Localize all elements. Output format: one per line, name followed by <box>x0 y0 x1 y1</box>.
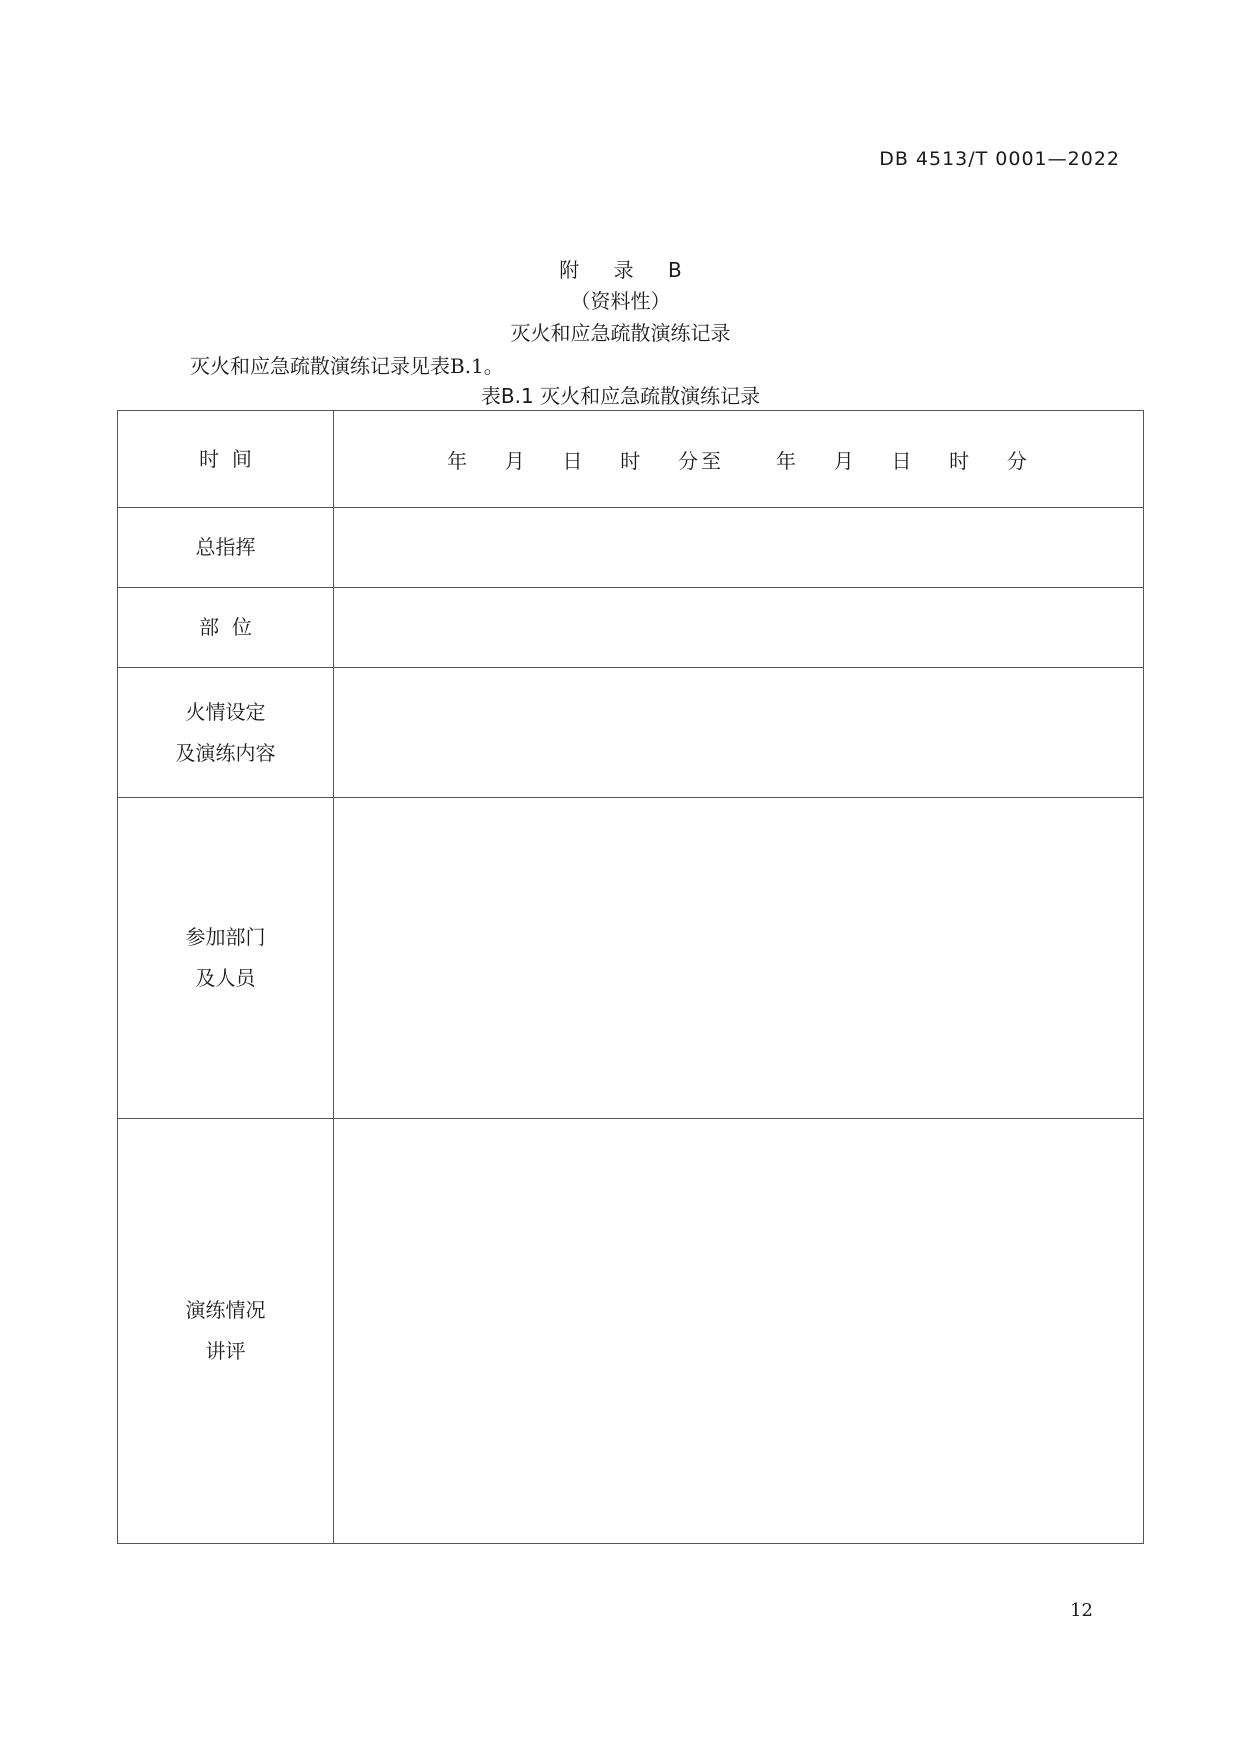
intro-paragraph: 灭火和应急疏散演练记录见表B.1。 <box>190 354 504 378</box>
fire-scenario-label-line2: 及演练内容 <box>175 740 276 765</box>
table-caption: 表B.1 灭火和应急疏散演练记录 <box>480 384 761 408</box>
review-value-field[interactable] <box>334 1119 1144 1544</box>
page-number: 12 <box>1070 1600 1093 1621</box>
commander-value-field[interactable] <box>334 508 1144 588</box>
document-code: DB 4513/T 0001—2022 <box>879 148 1120 170</box>
table-row-participants <box>118 798 1144 1119</box>
location-value-field[interactable] <box>334 588 1144 668</box>
table-row-review <box>118 1119 1144 1544</box>
fire-scenario-label-line1: 火情设定 <box>185 699 266 724</box>
table-row-time <box>118 411 1144 508</box>
participants-label <box>118 798 334 1119</box>
review-label <box>118 1119 334 1544</box>
review-label-line1: 演练情况 <box>185 1298 266 1322</box>
drill-record-table <box>117 410 1144 1544</box>
commander-label-text: 总指挥 <box>195 535 256 559</box>
fire-scenario-label <box>118 668 334 798</box>
table-row-fire-scenario <box>118 668 1144 798</box>
appendix-title: 附 录 B <box>559 258 696 282</box>
table-row-commander <box>118 508 1144 588</box>
participants-label-line1: 参加部门 <box>185 925 266 949</box>
appendix-name: 灭火和应急疏散演练记录 <box>510 321 731 345</box>
location-label <box>118 588 334 668</box>
fire-scenario-value-field[interactable] <box>334 668 1144 798</box>
appendix-type: （资料性） <box>570 289 671 313</box>
participants-value-field[interactable] <box>334 798 1144 1119</box>
review-label-line2: 讲评 <box>205 1339 246 1363</box>
location-label-text: 部 位 <box>199 615 252 639</box>
time-value-field[interactable]: 年 月 日 时 分至 年 月 日 时 分 <box>334 411 1144 508</box>
commander-label <box>118 508 334 588</box>
time-label <box>118 411 334 508</box>
participants-label-line2: 及人员 <box>195 966 256 990</box>
table-row-location <box>118 588 1144 668</box>
time-label-text: 时 间 <box>199 446 252 471</box>
